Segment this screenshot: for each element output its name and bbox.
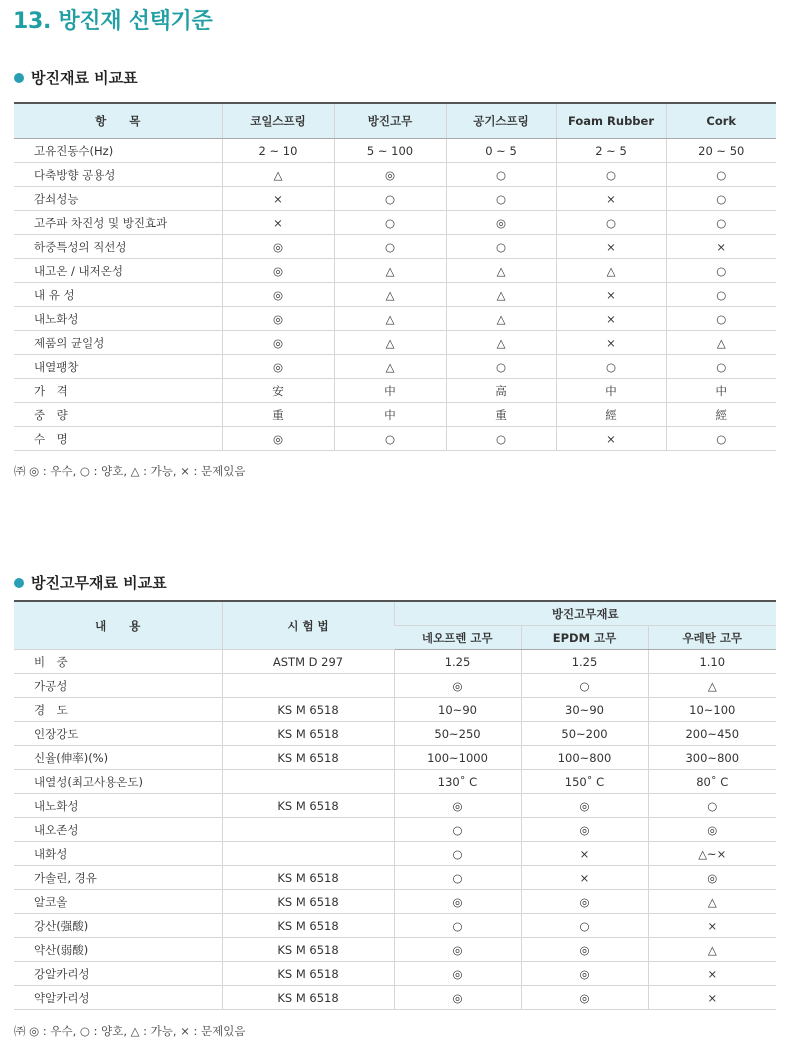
table-cell: 2 ~ 5 <box>556 139 666 163</box>
section-heading-rubber <box>14 572 167 593</box>
section-heading-materials <box>14 67 138 88</box>
table-cell: 經 <box>666 403 776 427</box>
table-cell: ○ <box>666 163 776 187</box>
table-cell: ◎ <box>521 986 648 1010</box>
header-test-method: 시 험 법 <box>222 601 394 650</box>
table-cell: 50~200 <box>521 722 648 746</box>
table-row <box>14 187 776 211</box>
row-label: 알코올 <box>14 890 222 914</box>
table-cell: △ <box>334 283 446 307</box>
table-row <box>14 379 776 403</box>
table-cell: 中 <box>334 379 446 403</box>
table-cell: ○ <box>446 163 556 187</box>
test-method-cell <box>222 674 394 698</box>
table-cell: × <box>556 331 666 355</box>
table-cell: 1.10 <box>648 650 776 674</box>
table-cell: 0 ~ 5 <box>446 139 556 163</box>
table-cell: ◎ <box>334 163 446 187</box>
table-cell: × <box>648 986 776 1010</box>
table-cell: 中 <box>334 403 446 427</box>
row-label: 비 중 <box>14 650 222 674</box>
table-cell: 30~90 <box>521 698 648 722</box>
table-row <box>14 235 776 259</box>
test-method-cell: KS M 6518 <box>222 698 394 722</box>
table-cell: 130˚ C <box>394 770 521 794</box>
header-material: 공기스프링 <box>446 103 556 139</box>
table-cell: × <box>556 283 666 307</box>
table-row <box>14 794 776 818</box>
table-cell: ○ <box>666 307 776 331</box>
table-cell: 300~800 <box>648 746 776 770</box>
row-label: 강산(强酸) <box>14 914 222 938</box>
table-cell: 經 <box>556 403 666 427</box>
table-cell: ○ <box>556 355 666 379</box>
row-label: 수 명 <box>14 427 222 451</box>
table-cell: ○ <box>666 283 776 307</box>
table-row <box>14 307 776 331</box>
row-label: 제품의 균일성 <box>14 331 222 355</box>
table-cell: △ <box>446 283 556 307</box>
table-cell: ○ <box>666 355 776 379</box>
table-cell: 100~800 <box>521 746 648 770</box>
table-row <box>14 818 776 842</box>
table-cell: ○ <box>666 211 776 235</box>
row-label: 가솔린, 경유 <box>14 866 222 890</box>
row-label: 내화성 <box>14 842 222 866</box>
table-cell: 中 <box>556 379 666 403</box>
table-cell: 10~90 <box>394 698 521 722</box>
table-row <box>14 163 776 187</box>
row-label: 가 격 <box>14 379 222 403</box>
header-item: 항 목 <box>14 103 222 139</box>
table-row <box>14 674 776 698</box>
table-cell: 1.25 <box>394 650 521 674</box>
table-cell: ○ <box>334 187 446 211</box>
rubber-comparison-table <box>14 600 776 1010</box>
row-label: 다축방향 공용성 <box>14 163 222 187</box>
table-cell: ◎ <box>394 986 521 1010</box>
table-cell: △ <box>446 259 556 283</box>
table-row <box>14 938 776 962</box>
row-label: 약알카리성 <box>14 986 222 1010</box>
header-material: Cork <box>666 103 776 139</box>
table-cell: ○ <box>648 794 776 818</box>
table-cell: ◎ <box>521 962 648 986</box>
test-method-cell <box>222 818 394 842</box>
table-cell: ○ <box>521 914 648 938</box>
footnote-rubber: ㈜ ◎ : 우수, ○ : 양호, △ : 가능, × : 문제있음 <box>14 1024 246 1038</box>
row-label: 가공성 <box>14 674 222 698</box>
test-method-cell: KS M 6518 <box>222 914 394 938</box>
test-method-cell <box>222 770 394 794</box>
row-label: 고주파 차진성 및 방진효과 <box>14 211 222 235</box>
table-cell: △ <box>648 674 776 698</box>
row-label: 내열팽창 <box>14 355 222 379</box>
row-label: 인장강도 <box>14 722 222 746</box>
table-cell: ◎ <box>394 890 521 914</box>
table-row <box>14 770 776 794</box>
materials-comparison-table <box>14 102 776 451</box>
table-cell: ◎ <box>222 259 334 283</box>
table-cell: ○ <box>446 187 556 211</box>
table-cell: × <box>666 235 776 259</box>
test-method-cell: KS M 6518 <box>222 866 394 890</box>
header-material: 코일스프링 <box>222 103 334 139</box>
table-cell: △ <box>556 259 666 283</box>
test-method-cell: KS M 6518 <box>222 722 394 746</box>
table-cell: 80˚ C <box>648 770 776 794</box>
row-label: 내노화성 <box>14 794 222 818</box>
table-cell: 5 ~ 100 <box>334 139 446 163</box>
table-cell: ○ <box>446 427 556 451</box>
header-rubber-materials: 방진고무재료 <box>394 601 776 626</box>
table-cell: ○ <box>394 818 521 842</box>
table-cell: ◎ <box>648 818 776 842</box>
table-cell: △ <box>446 307 556 331</box>
test-method-cell <box>222 842 394 866</box>
table-cell: ◎ <box>222 235 334 259</box>
table-row <box>14 698 776 722</box>
table-cell: ○ <box>394 842 521 866</box>
header-material: 방진고무 <box>334 103 446 139</box>
table-cell: 中 <box>666 379 776 403</box>
table-row <box>14 890 776 914</box>
table-cell: △ <box>334 259 446 283</box>
table-cell: △ <box>446 331 556 355</box>
header-urethane: 우레탄 고무 <box>648 626 776 650</box>
table-cell: ○ <box>666 427 776 451</box>
table-cell: 20 ~ 50 <box>666 139 776 163</box>
table-cell: × <box>521 866 648 890</box>
row-label: 신율(伸率)(%) <box>14 746 222 770</box>
table-row <box>14 283 776 307</box>
page-title: 13. 방진재 선택기준 <box>13 9 213 34</box>
row-label: 내오존성 <box>14 818 222 842</box>
table-cell: × <box>556 187 666 211</box>
test-method-cell: KS M 6518 <box>222 962 394 986</box>
row-label: 내 유 성 <box>14 283 222 307</box>
table-cell: × <box>222 211 334 235</box>
table-row <box>14 211 776 235</box>
test-method-cell: KS M 6518 <box>222 890 394 914</box>
table-cell: × <box>521 842 648 866</box>
table-cell: △ <box>334 331 446 355</box>
table-row <box>14 355 776 379</box>
table-cell: ◎ <box>648 866 776 890</box>
section-heading-text: 방진재료 비교표 <box>31 69 138 87</box>
table-cell: 高 <box>446 379 556 403</box>
row-label: 내고온 / 내저온성 <box>14 259 222 283</box>
table-cell: △ <box>648 938 776 962</box>
table-cell: ○ <box>334 235 446 259</box>
table-cell: ◎ <box>521 890 648 914</box>
table-cell: × <box>648 962 776 986</box>
table-cell: 重 <box>222 403 334 427</box>
test-method-cell: KS M 6518 <box>222 794 394 818</box>
row-label: 내노화성 <box>14 307 222 331</box>
table-cell: ◎ <box>222 331 334 355</box>
row-label: 약산(弱酸) <box>14 938 222 962</box>
table-cell: × <box>556 307 666 331</box>
table-cell: ◎ <box>521 938 648 962</box>
table-row <box>14 650 776 674</box>
table-row <box>14 746 776 770</box>
table-cell: ◎ <box>394 962 521 986</box>
table-cell: △ <box>222 163 334 187</box>
table-cell: ○ <box>666 259 776 283</box>
table-cell: △ <box>648 890 776 914</box>
table-cell: 重 <box>446 403 556 427</box>
table-cell: ◎ <box>222 427 334 451</box>
row-label: 고유진동수(Hz) <box>14 139 222 163</box>
table-row <box>14 722 776 746</box>
table-cell: 100~1000 <box>394 746 521 770</box>
table-cell: 10~100 <box>648 698 776 722</box>
table-row <box>14 866 776 890</box>
table-cell: ○ <box>394 866 521 890</box>
header-content: 내 용 <box>14 601 222 650</box>
table-cell: △~× <box>648 842 776 866</box>
table-cell: ○ <box>556 211 666 235</box>
table-cell: ◎ <box>394 938 521 962</box>
table-row <box>14 842 776 866</box>
table-cell: △ <box>334 307 446 331</box>
row-label: 하중특성의 직선성 <box>14 235 222 259</box>
table-cell: ◎ <box>521 818 648 842</box>
table-cell: × <box>648 914 776 938</box>
table-row <box>14 259 776 283</box>
test-method-cell: KS M 6518 <box>222 986 394 1010</box>
table-row <box>14 331 776 355</box>
table-cell: ○ <box>556 163 666 187</box>
table-cell: △ <box>666 331 776 355</box>
table-cell: × <box>556 427 666 451</box>
test-method-cell: KS M 6518 <box>222 938 394 962</box>
row-label: 강알카리성 <box>14 962 222 986</box>
table-cell: 200~450 <box>648 722 776 746</box>
row-label: 경 도 <box>14 698 222 722</box>
table-row <box>14 139 776 163</box>
table-cell: × <box>222 187 334 211</box>
table-cell: ◎ <box>222 355 334 379</box>
section-heading-text: 방진고무재료 비교표 <box>31 574 167 592</box>
table-cell: ○ <box>334 211 446 235</box>
table-row <box>14 403 776 427</box>
bullet-icon <box>14 73 24 83</box>
table-cell: ◎ <box>222 283 334 307</box>
table-cell: 2 ~ 10 <box>222 139 334 163</box>
table-cell: 50~250 <box>394 722 521 746</box>
table-cell: ◎ <box>446 211 556 235</box>
table-row <box>14 962 776 986</box>
row-label: 중 량 <box>14 403 222 427</box>
table-cell: 安 <box>222 379 334 403</box>
header-material: Foam Rubber <box>556 103 666 139</box>
table-cell: ○ <box>521 674 648 698</box>
footnote-materials: ㈜ ◎ : 우수, ○ : 양호, △ : 가능, × : 문제있음 <box>14 464 246 478</box>
bullet-icon <box>14 578 24 588</box>
table-cell: ◎ <box>222 307 334 331</box>
table-cell: ○ <box>446 235 556 259</box>
table-row <box>14 986 776 1010</box>
table-cell: ○ <box>334 427 446 451</box>
table-cell: ○ <box>446 355 556 379</box>
row-label: 감쇠성능 <box>14 187 222 211</box>
table-cell: ○ <box>666 187 776 211</box>
table-cell: 1.25 <box>521 650 648 674</box>
table-row <box>14 427 776 451</box>
header-epdm: EPDM 고무 <box>521 626 648 650</box>
table-cell: 150˚ C <box>521 770 648 794</box>
table-row <box>14 914 776 938</box>
header-neoprene: 네오프렌 고무 <box>394 626 521 650</box>
test-method-cell: ASTM D 297 <box>222 650 394 674</box>
table-cell: ○ <box>394 914 521 938</box>
test-method-cell: KS M 6518 <box>222 746 394 770</box>
row-label: 내열성(최고사용온도) <box>14 770 222 794</box>
table-cell: ◎ <box>521 794 648 818</box>
table-cell: × <box>556 235 666 259</box>
table-cell: ◎ <box>394 674 521 698</box>
table-cell: ◎ <box>394 794 521 818</box>
table-cell: △ <box>334 355 446 379</box>
